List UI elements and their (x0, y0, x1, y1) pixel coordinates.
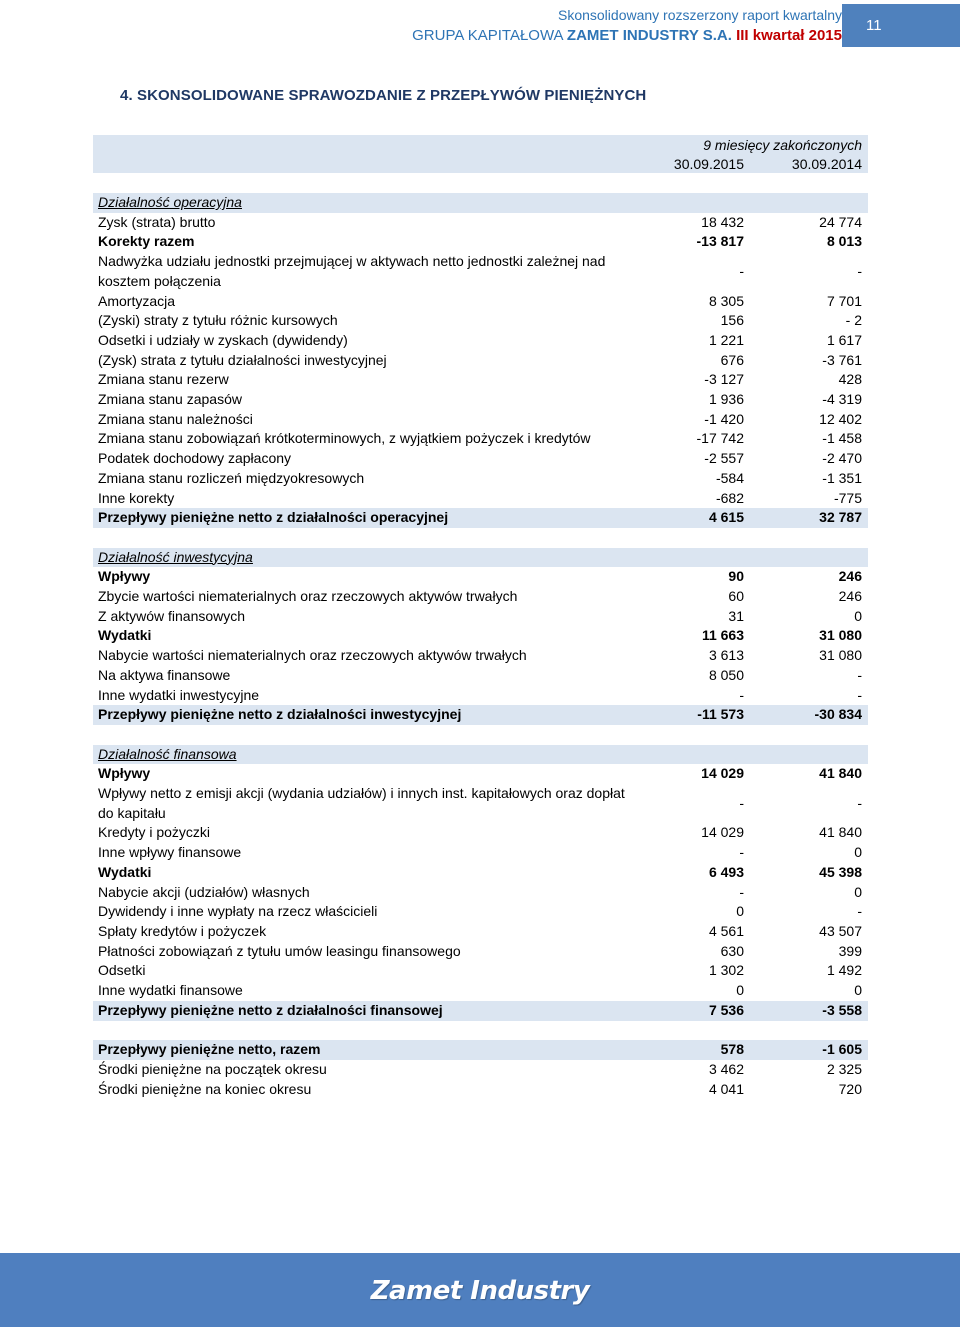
value-2014: - (857, 262, 862, 279)
section-heading-row (93, 745, 868, 765)
value-2015: 8 305 (708, 292, 744, 309)
row-label: Amortyzacja (98, 292, 176, 309)
row-label: Wydatki (98, 863, 152, 880)
table-row (93, 942, 868, 962)
value-2014: - (857, 686, 862, 703)
row-label: (Zysk) strata z tytułu działalności inwestycyjnej (98, 351, 387, 368)
value-2014: 428 (838, 371, 862, 388)
table-row (93, 607, 868, 627)
table-body (93, 193, 868, 1099)
value-2014: 45 398 (819, 863, 862, 880)
value-2014: 7 701 (826, 292, 862, 309)
row-gap (93, 725, 868, 745)
row-label: (Zyski) straty z tytułu różnic kursowych (98, 312, 338, 329)
row-label: Dywidendy i inne wypłaty na rzecz właścicieli (98, 903, 378, 920)
value-2015: -584 (715, 469, 744, 486)
section-heading-row (93, 548, 868, 568)
header-spacer (93, 173, 868, 193)
table-row (93, 902, 868, 922)
value-2014: 0 (854, 844, 862, 861)
table-row (93, 449, 868, 469)
group-company-line (412, 27, 842, 44)
value-2014: 32 787 (819, 509, 862, 526)
table-row (93, 1080, 868, 1100)
row-gap (93, 1021, 868, 1041)
value-2015: 3 462 (708, 1060, 744, 1077)
row-label: Nabycie akcji (udziałów) własnych (98, 883, 310, 900)
row-gap (93, 528, 868, 548)
company-logo: Zamet Industry (370, 1276, 590, 1306)
table-row (93, 410, 868, 430)
value-2014: 31 080 (819, 627, 862, 644)
report-title: Skonsolidowany rozszerzony raport kwartalny (557, 7, 842, 23)
value-2015: -1 420 (704, 410, 744, 427)
value-2014: 1 492 (826, 962, 862, 979)
value-2014: -3 761 (822, 351, 862, 368)
table-row (93, 331, 868, 351)
footer-band (0, 1253, 960, 1327)
row-label: Wpływy (98, 568, 151, 585)
table-row (93, 784, 868, 823)
value-2015: - (739, 262, 744, 279)
table-row (93, 922, 868, 942)
value-2015: - (739, 794, 744, 811)
value-2014: 0 (854, 883, 862, 900)
period-label: 9 miesięcy zakończonych (703, 137, 862, 153)
value-2015: 4 041 (708, 1080, 744, 1097)
value-2015: 31 (728, 607, 744, 624)
date-col-1: 30.09.2015 (673, 156, 744, 172)
value-2014: 24 774 (819, 213, 862, 230)
value-2014: 2 325 (826, 1060, 862, 1077)
row-label: Zbycie wartości niematerialnych oraz rzeczowych aktywów trwałych (98, 588, 518, 605)
value-2015: 4 561 (708, 922, 744, 939)
total-row (93, 1001, 868, 1021)
value-2014: -3 558 (822, 1001, 862, 1018)
row-label: Spłaty kredytów i pożyczek (98, 922, 267, 939)
value-2014: 12 402 (819, 410, 862, 427)
value-2014: -30 834 (814, 706, 862, 723)
table-row (93, 764, 868, 784)
page-number: 11 (866, 17, 882, 34)
value-2015: 156 (720, 312, 744, 329)
table-row (93, 823, 868, 843)
value-2014: - (857, 903, 862, 920)
value-2014: 720 (838, 1080, 862, 1097)
value-2015: 3 613 (708, 647, 744, 664)
row-label: Nadwyżka udziału jednostki przejmującej w aktywach netto jednostki zależnej nad kosztem połączenia (98, 253, 606, 289)
value-2015: - (739, 686, 744, 703)
value-2015: - (739, 844, 744, 861)
row-label: Środki pieniężne na początek okresu (98, 1060, 327, 1077)
table-row (93, 232, 868, 252)
table-row (93, 567, 868, 587)
row-label: Płatności zobowiązań z tytułu umów leasingu finansowego (98, 942, 461, 959)
table-row (93, 311, 868, 331)
row-label: Odsetki i udziały w zyskach (dywidendy) (98, 331, 348, 348)
value-2015: 630 (720, 942, 744, 959)
table-row (93, 843, 868, 863)
table-row (93, 646, 868, 666)
table-row (93, 370, 868, 390)
value-2014: 31 080 (819, 647, 862, 664)
table-row (93, 981, 868, 1001)
value-2015: - (739, 883, 744, 900)
row-label: Zmiana stanu rozliczeń międzyokresowych (98, 469, 365, 486)
column-header (93, 135, 868, 173)
value-2015: 1 221 (708, 331, 744, 348)
value-2014: 246 (838, 588, 862, 605)
table-row (93, 863, 868, 883)
table-row (93, 469, 868, 489)
row-label: Wpływy netto z emisji akcji (wydania udziałów) i innych inst. kapitałowych oraz dopłat do kapitału (98, 785, 625, 821)
value-2015: 14 029 (701, 765, 744, 782)
table-row (93, 883, 868, 903)
row-label: Zysk (strata) brutto (98, 213, 216, 230)
value-2014: 41 840 (819, 765, 862, 782)
table-row (93, 587, 868, 607)
value-2015: -2 557 (704, 450, 744, 467)
cash-flow-table (93, 135, 868, 1099)
value-2015: 8 050 (708, 666, 744, 683)
section-title: 4. SKONSOLIDOWANE SPRAWOZDANIE Z PRZEPŁYWÓW PIENIĘŻNYCH (120, 87, 647, 104)
value-2014: 41 840 (819, 824, 862, 841)
value-2014: -1 458 (822, 430, 862, 447)
table-row (93, 351, 868, 371)
value-2014: 0 (854, 982, 862, 999)
value-2014: - (857, 666, 862, 683)
value-2014: 43 507 (819, 922, 862, 939)
value-2015: -13 817 (696, 233, 744, 250)
row-label: Inne korekty (98, 489, 175, 506)
value-2014: - 2 (845, 312, 862, 329)
value-2014: -775 (833, 489, 862, 506)
row-label: Przepływy pieniężne netto, razem (98, 1041, 321, 1058)
row-label: Przepływy pieniężne netto z działalności finansowej (98, 1001, 443, 1018)
row-label: Nabycie wartości niematerialnych oraz rzeczowych aktywów trwałych (98, 647, 527, 664)
row-label: Na aktywa finansowe (98, 666, 231, 683)
row-label: Inne wydatki finansowe (98, 982, 243, 999)
value-2015: -3 127 (704, 371, 744, 388)
quarter-label: III kwartał 2015 (736, 27, 842, 44)
row-label: Inne wydatki inwestycyjne (98, 686, 260, 703)
table-row (93, 961, 868, 981)
value-2014: 246 (838, 568, 862, 585)
value-2015: 1 302 (708, 962, 744, 979)
value-2015: 14 029 (701, 824, 744, 841)
row-label: Działalność finansowa (98, 745, 237, 762)
value-2014: -1 605 (822, 1041, 862, 1058)
row-label: Zmiana stanu zobowiązań krótkoterminowych, z wyjątkiem pożyczek i kredytów (98, 430, 591, 447)
table-row (93, 489, 868, 509)
value-2015: 0 (736, 903, 744, 920)
total-row (93, 508, 868, 528)
date-col-2: 30.09.2014 (791, 156, 862, 172)
value-2015: -17 742 (696, 430, 744, 447)
row-label: Wpływy (98, 765, 151, 782)
table-row (93, 1060, 868, 1080)
value-2015: 7 536 (708, 1001, 744, 1018)
value-2015: 60 (728, 588, 744, 605)
row-label: Inne wpływy finansowe (98, 844, 242, 861)
table-row (93, 666, 868, 686)
value-2015: 676 (720, 351, 744, 368)
row-label: Zmiana stanu należności (98, 410, 253, 427)
row-label: Działalność inwestycyjna (98, 548, 253, 565)
value-2014: -1 351 (822, 469, 862, 486)
value-2014: 8 013 (826, 233, 862, 250)
table-row (93, 686, 868, 706)
value-2015: 4 615 (708, 509, 744, 526)
table-row (93, 390, 868, 410)
row-label: Przepływy pieniężne netto z działalności inwestycyjnej (98, 706, 462, 723)
table-row (93, 429, 868, 449)
value-2014: 399 (838, 942, 862, 959)
section-heading-row (93, 193, 868, 213)
value-2015: 578 (720, 1041, 744, 1058)
value-2014: 1 617 (826, 331, 862, 348)
page-number-box (842, 4, 960, 47)
table-row (93, 213, 868, 233)
value-2014: -2 470 (822, 450, 862, 467)
row-label: Podatek dochodowy zapłacony (98, 450, 292, 467)
row-label: Korekty razem (98, 233, 195, 250)
group-prefix: GRUPA KAPITAŁOWA (412, 27, 563, 44)
company-name: ZAMET INDUSTRY S.A. (566, 27, 732, 44)
value-2015: -11 573 (697, 706, 744, 723)
row-label: Kredyty i pożyczki (98, 824, 211, 841)
row-label: Zmiana stanu rezerw (98, 371, 229, 388)
value-2015: 1 936 (708, 391, 744, 408)
value-2014: -4 319 (822, 391, 862, 408)
value-2015: 11 663 (701, 627, 744, 644)
row-label: Działalność operacyjna (98, 194, 242, 210)
value-2015: 6 493 (708, 863, 744, 880)
value-2014: 0 (854, 607, 862, 624)
table-row (93, 292, 868, 312)
row-label: Z aktywów finansowych (98, 607, 246, 624)
value-2015: 90 (728, 568, 744, 585)
row-label: Zmiana stanu zapasów (98, 391, 242, 408)
row-label: Przepływy pieniężne netto z działalności operacyjnej (98, 509, 449, 526)
value-2015: 0 (736, 982, 744, 999)
value-2015: 18 432 (701, 213, 744, 230)
row-label: Wydatki (98, 627, 152, 644)
row-label: Środki pieniężne na koniec okresu (98, 1080, 312, 1097)
value-2015: -682 (715, 489, 744, 506)
table-row (93, 626, 868, 646)
value-2014: - (857, 794, 862, 811)
row-label: Odsetki (98, 962, 146, 979)
table-row (93, 252, 868, 291)
total-row (93, 1040, 868, 1060)
total-row (93, 705, 868, 725)
